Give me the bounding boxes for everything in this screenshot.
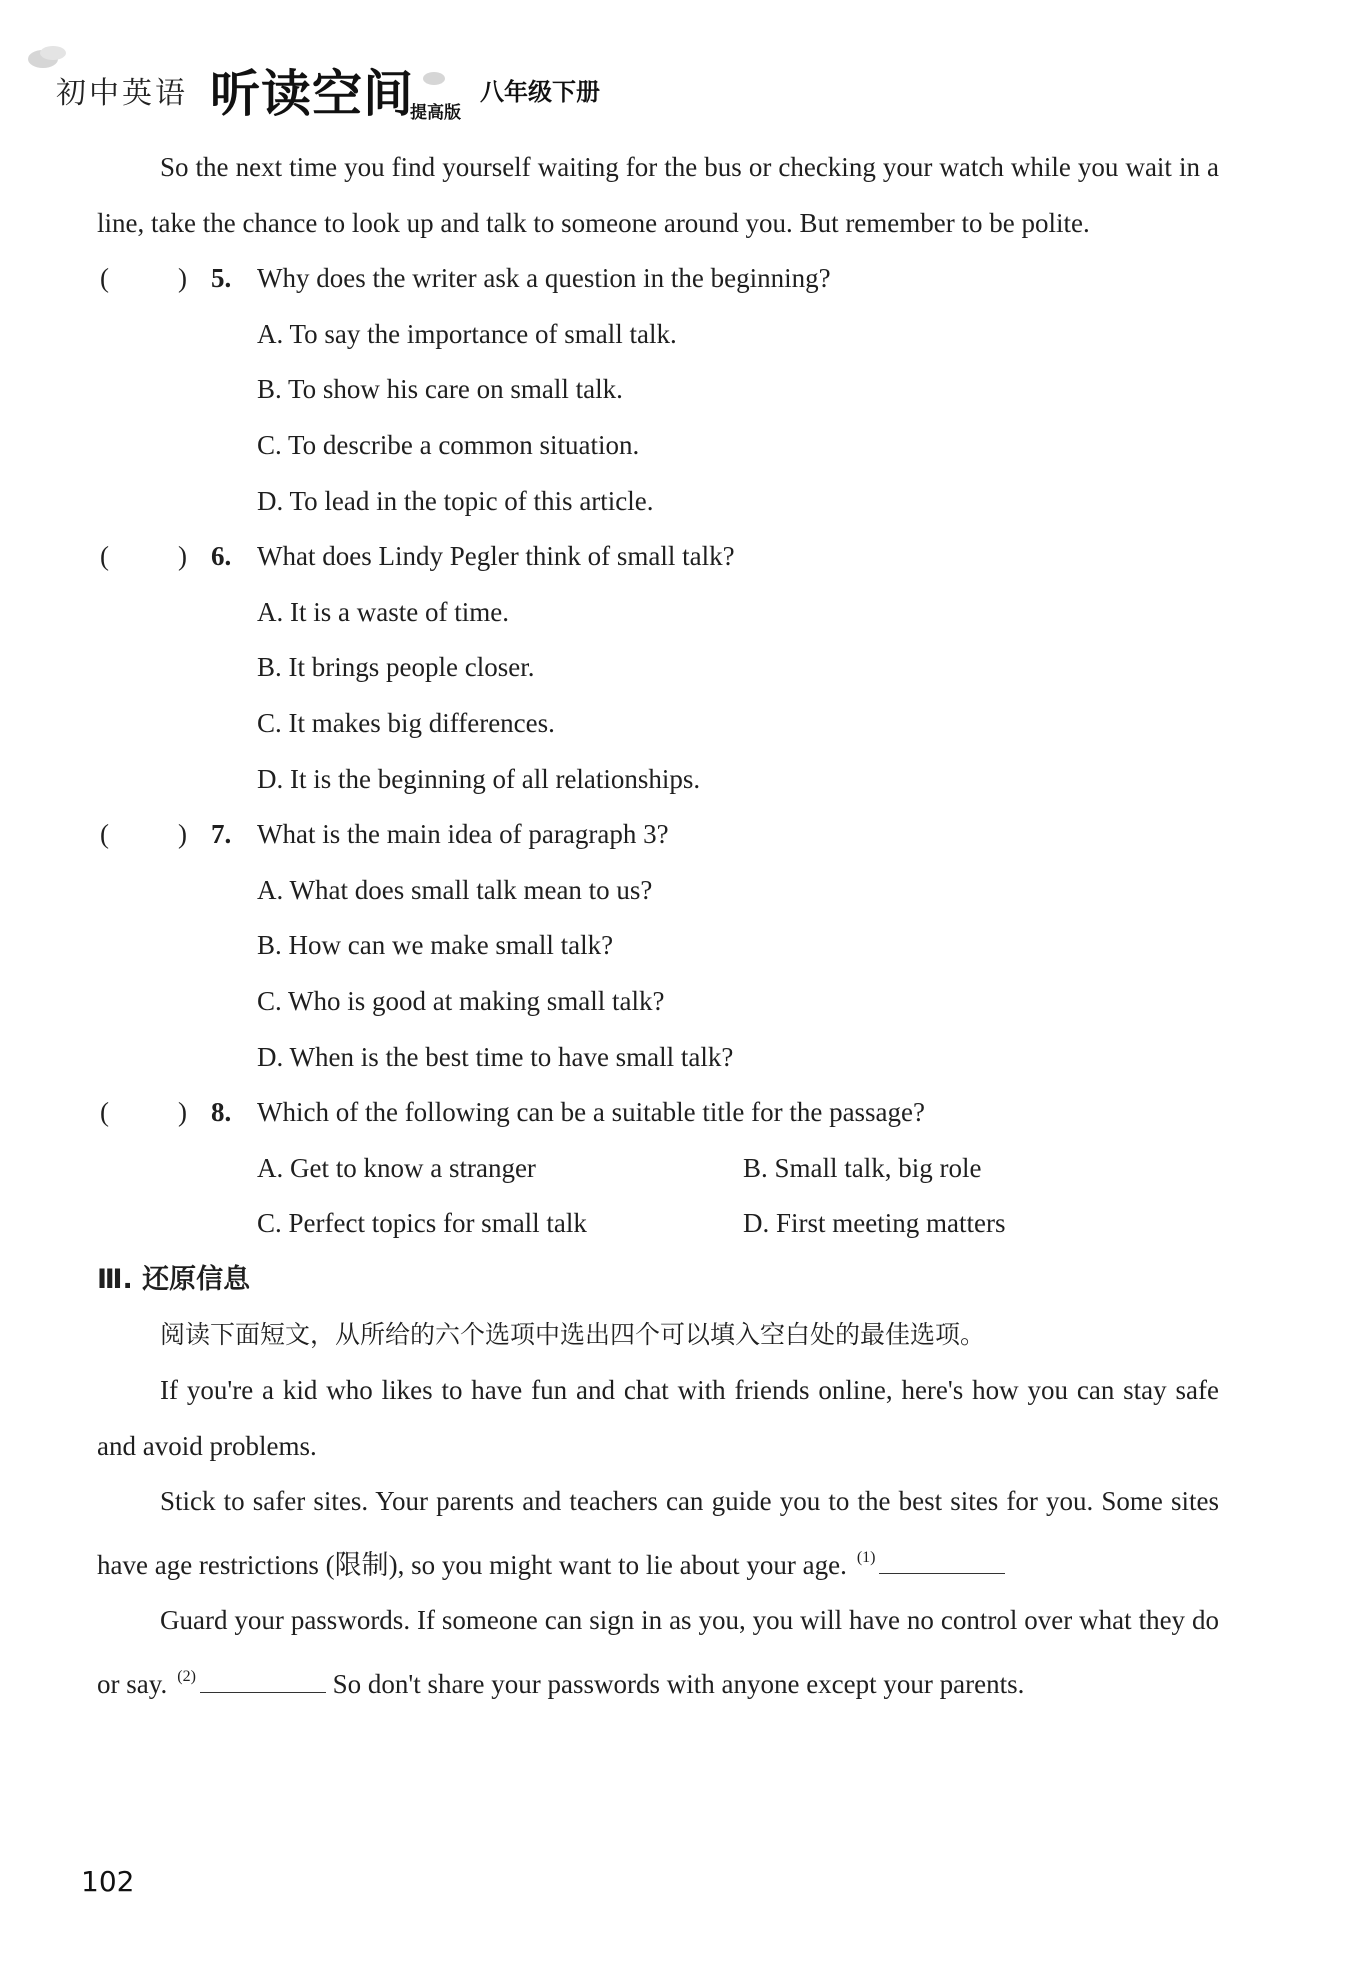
option-c: C. Perfect topics for small talk: [257, 1208, 587, 1239]
option-b: B. It brings people closer.: [257, 652, 535, 683]
option-d: D. First meeting matters: [743, 1208, 1006, 1239]
edition-label: 提高版: [410, 103, 461, 123]
option-a: A. To say the importance of small talk.: [257, 318, 677, 349]
option-d: D. It is the beginning of all relationships.: [257, 763, 701, 794]
question-5: [97, 251, 1219, 307]
option-row: [97, 1141, 1219, 1197]
section-title: Ⅲ. 还原信息: [97, 1263, 251, 1295]
option-d: D. To lead in the topic of this article.: [257, 485, 654, 516]
passage-text: Stick to safer sites. Your parents and teachers can guide you to the best sites for you. Some sites have age restrictions (限制), so you might want to lie about your age.: [97, 1486, 1219, 1580]
page-number: 102: [81, 1865, 135, 1898]
option-d: D. When is the best time to have small talk?: [257, 1041, 734, 1072]
answer-paren-open: (: [100, 541, 109, 572]
question-8: [97, 1085, 1219, 1141]
answer-paren-close: ): [178, 1097, 187, 1128]
answer-blank-2[interactable]: [200, 1668, 326, 1693]
cloud-decoration-icon: [423, 72, 445, 85]
blank-marker: (1): [856, 1548, 876, 1566]
answer-blank-1[interactable]: [879, 1549, 1005, 1574]
option-b: B. Small talk, big role: [743, 1152, 982, 1183]
passage-paragraph-2: [97, 1474, 1219, 1593]
answer-paren-close: ): [178, 819, 187, 850]
question-text: What is the main idea of paragraph 3?: [257, 819, 669, 850]
passage-text: Guard your passwords. If someone can sign in as you, you will have no control over what they do or say.: [97, 1605, 1219, 1700]
question-number: 5.: [211, 263, 232, 294]
option-c: C. To describe a common situation.: [257, 429, 640, 460]
page-header: [50, 46, 750, 126]
section-instruction: 阅读下面短文，从所给的六个选项中选出四个可以填入空白处的最佳选项。: [160, 1320, 986, 1350]
question-7: [97, 807, 1219, 863]
option-c: C. Who is good at making small talk?: [257, 985, 665, 1016]
passage-paragraph-3: [97, 1593, 1219, 1712]
question-number: 8.: [211, 1097, 232, 1128]
grade-label: 八年级下册: [480, 78, 600, 106]
answer-paren-close: ): [178, 541, 187, 572]
passage-text: So don't share your passwords with anyone except your parents.: [332, 1669, 1025, 1700]
option-a: A. What does small talk mean to us?: [257, 874, 653, 905]
series-name: 初中英语: [56, 76, 188, 111]
option-b: B. To show his care on small talk.: [257, 374, 623, 405]
passage-paragraph-1: If you're a kid who likes to have fun and chat with friends online, here's how you can stay safe and avoid problems.: [97, 1375, 1219, 1461]
answer-paren-open: (: [100, 1097, 109, 1128]
answer-paren-close: ): [178, 263, 187, 294]
question-number: 7.: [211, 819, 232, 850]
question-6: [97, 529, 1219, 585]
option-c: C. It makes big differences.: [257, 707, 555, 738]
question-number: 6.: [211, 541, 232, 572]
question-text: What does Lindy Pegler think of small talk?: [257, 541, 735, 572]
option-b: B. How can we make small talk?: [257, 930, 614, 961]
blank-marker: (2): [177, 1668, 196, 1686]
question-text: Which of the following can be a suitable title for the passage?: [257, 1097, 926, 1128]
option-a: A. Get to know a stranger: [257, 1152, 536, 1183]
question-text: Why does the writer ask a question in the beginning?: [257, 263, 831, 294]
option-row: [97, 1196, 1219, 1252]
answer-paren-open: (: [100, 819, 109, 850]
brand-logo-text: 听读空间: [210, 65, 414, 123]
option-a: A. It is a waste of time.: [257, 596, 509, 627]
page-content: [97, 140, 1219, 1713]
answer-paren-open: (: [100, 263, 109, 294]
intro-paragraph: So the next time you find yourself waiting for the bus or checking your watch while you wait in a line, take the chance to look up and talk to someone around you. But remember to be polite.: [97, 152, 1219, 238]
cloud-decoration-icon: [40, 46, 66, 60]
